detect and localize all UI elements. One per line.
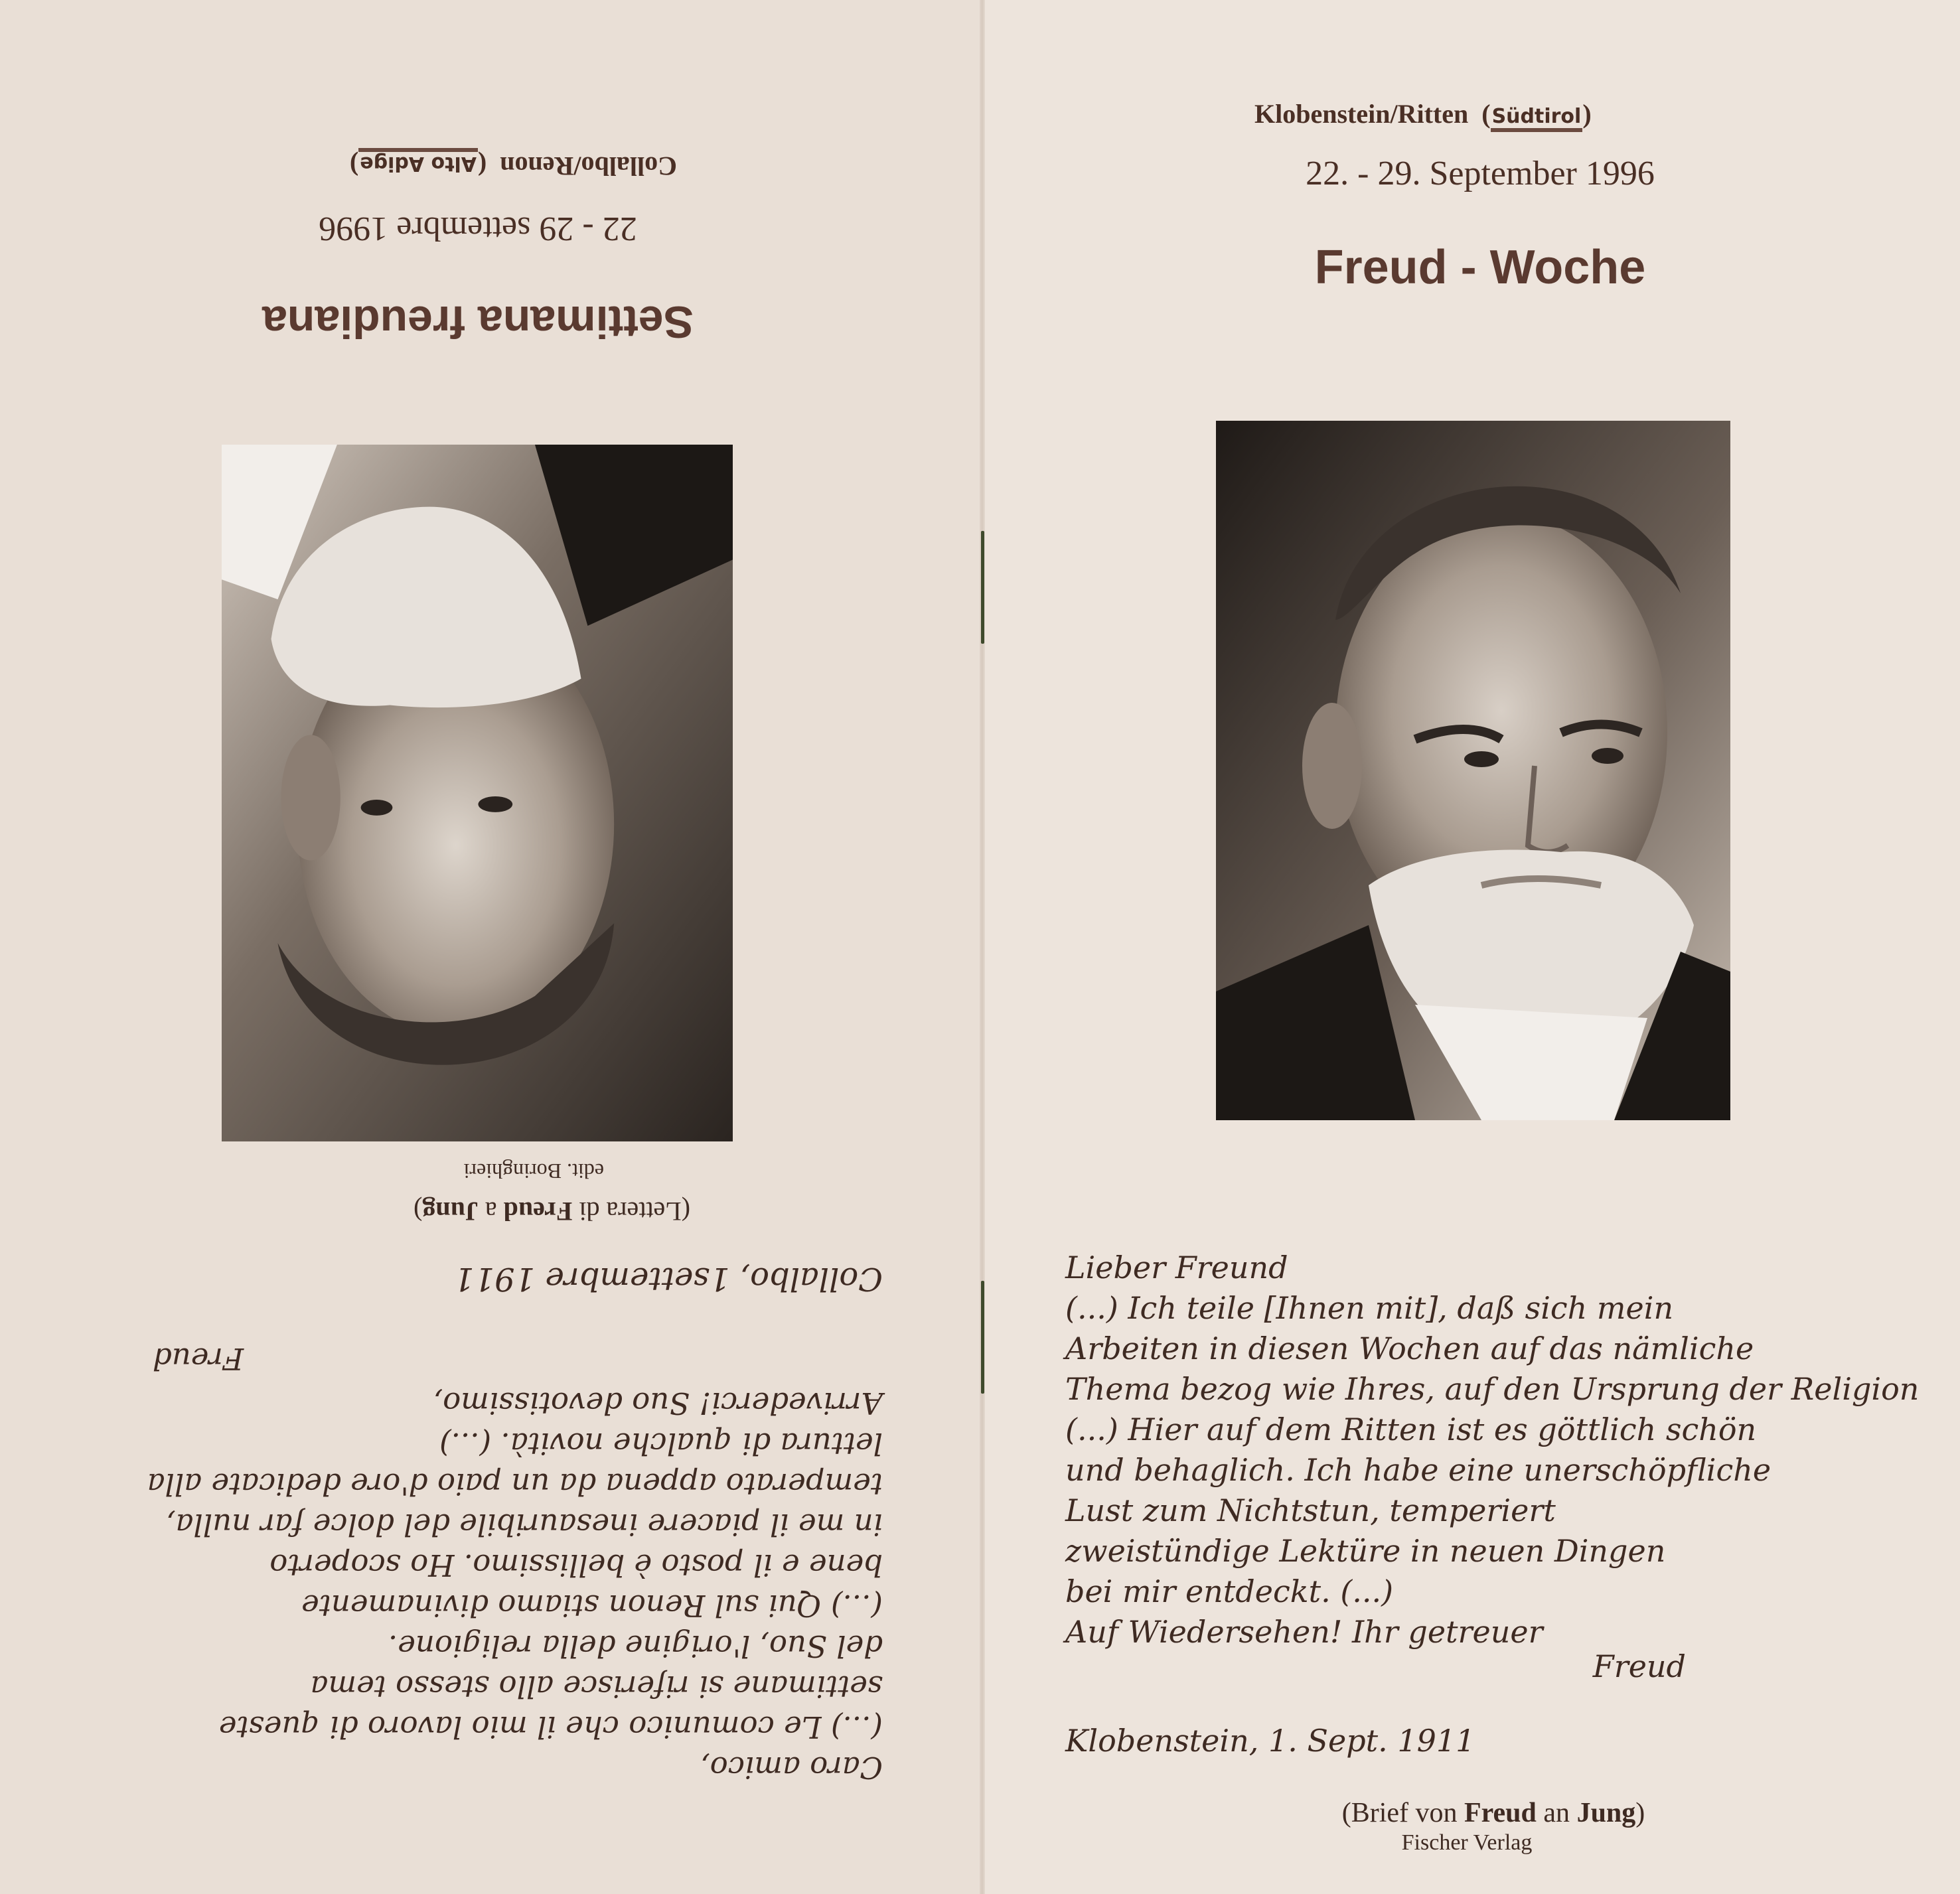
letter-line-de: zweistündige Lektüre in neuen Dingen — [1065, 1533, 1666, 1569]
letter-place-date-de: Klobenstein, 1. Sept. 1911 — [1065, 1723, 1475, 1759]
event-dates-it: 22 - 29 settembre 1996 — [319, 210, 637, 248]
letter-source-de — [1248, 1797, 1739, 1829]
freud-portrait-italian-image — [222, 445, 733, 1141]
publisher-de: Fischer Verlag — [1401, 1830, 1533, 1855]
letter-line-it: del Suo, l'origine della religione. — [388, 1629, 883, 1664]
source-suffix-it: ) — [414, 1197, 423, 1226]
letter-place-date-it: Collalbo, 1settembre 1911 — [453, 1260, 883, 1297]
publisher-it: edit. Boringhieri — [463, 1159, 604, 1183]
letter-text-it — [53, 1151, 883, 1788]
venue-name-it: Collalbo/Renon — [500, 151, 677, 181]
letter-line-de: (...) Hier auf dem Ritten ist es göttlich schön — [1065, 1412, 1757, 1447]
letter-line-de: Auf Wiedersehen! Ihr getreuer — [1065, 1614, 1543, 1650]
letter-line-it: lettura di qualche novità. (...) — [439, 1426, 883, 1461]
letter-line-de: Thema bezog wie Ihres, auf den Ursprung der Religion — [1065, 1371, 1920, 1407]
letter-line-de: Arbeiten in diesen Wochen auf das nämliche — [1065, 1331, 1754, 1366]
freud-portrait — [1216, 421, 1730, 1120]
letter-signature-it: Freud — [153, 1341, 244, 1376]
source-recipient-it: Jung — [422, 1197, 479, 1226]
source-prefix-it: (Lettera di — [572, 1197, 690, 1226]
venue-heading-de: Klobenstein/Ritten (Südtirol) — [1254, 98, 1693, 129]
source-author-de: Freud — [1464, 1798, 1537, 1828]
letter-line-it: settimane si riferisce allo stesso tema — [310, 1669, 883, 1704]
source-recipient-de: Jung — [1576, 1798, 1636, 1828]
source-suffix-de: ) — [1635, 1798, 1645, 1828]
letter-line-de: bei mir entdeckt. (...) — [1065, 1573, 1394, 1609]
letter-line-de: Lust zum Nichtstun, temperiert — [1065, 1493, 1556, 1528]
source-prefix-de: (Brief von — [1341, 1798, 1464, 1828]
letter-line-de: Lieber Freund — [1065, 1250, 1288, 1285]
event-title-de: Freud - Woche — [1314, 241, 1646, 294]
letter-line-it: Caro amico, — [700, 1750, 883, 1785]
letter-line-it: temperato appena da un paio d'ore dedicate alla — [147, 1467, 883, 1502]
letter-signature-de: Freud — [1592, 1648, 1686, 1684]
letter-line-de: und behaglich. Ich habe eine unerschöpfliche — [1065, 1452, 1772, 1488]
letter-line-it: (...) Le comunico che il mio lavoro di queste — [218, 1710, 883, 1745]
event-title-it: Settimana freudiana — [262, 297, 694, 347]
letter-line-it: in me il piacere inesauribile del dolce far nulla, — [166, 1507, 883, 1542]
letter-text-de — [1065, 1248, 1920, 1652]
letter-source-it — [53, 1191, 883, 1232]
freud-portrait-italian — [222, 445, 733, 1141]
venue-heading-it: Collalbo/Renon (Alto Adige) — [239, 151, 677, 182]
source-middle-it: a — [478, 1197, 504, 1226]
letter-line-de: (...) Ich teile [Ihnen mit], daß sich mein — [1065, 1290, 1674, 1326]
event-dates-de: 22. - 29. September 1996 — [1306, 155, 1655, 192]
letter-line-it: (...) Qui sul Renon stiamo divinamente — [301, 1588, 883, 1623]
venue-name-de: Klobenstein/Ritten — [1254, 99, 1469, 129]
source-author-it: Freud — [503, 1197, 573, 1226]
freud-portrait-image — [1216, 421, 1730, 1120]
letter-line-it: Arrivederci! Suo devotissimo, — [433, 1386, 883, 1421]
region-badge-it: Alto Adige — [358, 148, 478, 175]
source-middle-de: an — [1536, 1798, 1577, 1828]
region-badge-de: Südtirol — [1491, 105, 1583, 132]
letter-line-it: bene e il posto è bellissimo. Ho scoperto — [269, 1548, 883, 1583]
